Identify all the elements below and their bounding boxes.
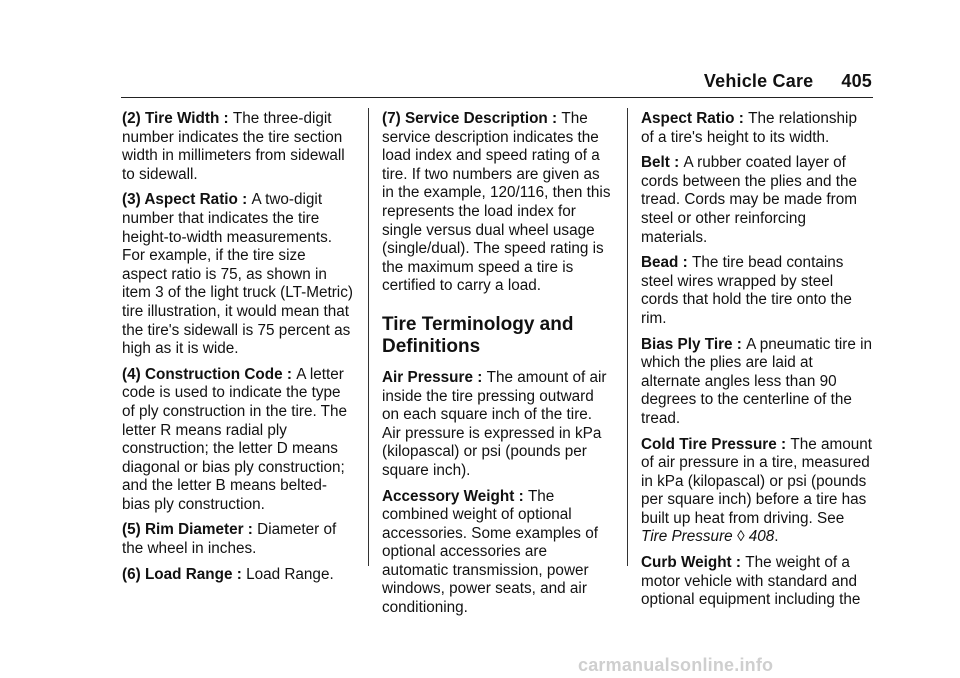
definition-entry: Aspect Ratio : The relationship of a tire's height to its width. bbox=[641, 110, 857, 146]
definition-text: The relationship of a tire's height to its width. bbox=[641, 110, 857, 146]
definition-term: Accessory Weight bbox=[382, 487, 515, 505]
watermark-logo: carmanualsonline.info bbox=[578, 655, 774, 675]
definition-term: Curb Weight bbox=[641, 554, 732, 572]
definition-entry: Air Pressure : The amount of air inside the tire pressing outward on each square inch of the tire. Air pressure is expressed in kPa (kilopascal) or psi (pounds per square inch). bbox=[382, 368, 607, 479]
definition-text: The weight of a motor vehicle with standard and optional equipment including the bbox=[641, 554, 861, 609]
definition-entry: Accessory Weight : The combined weight of optional accessories. Some examples of optional accessories are automatic transmission, power windows, power seats, and air conditioning. bbox=[382, 487, 598, 617]
definition-text: Load Range. bbox=[246, 565, 334, 583]
page-reference-icon: ◊ bbox=[736, 528, 745, 546]
section-heading: Tire Terminology and Definitions bbox=[382, 313, 574, 357]
definition-entry: Belt : A rubber coated layer of cords between the plies and the tread. Cords may be made from steel or other reinforcing materials. bbox=[641, 154, 858, 246]
definition-text: The combined weight of optional accessories. Some examples of optional accessories are automatic transmission, power windows, power seats, and air conditioning. bbox=[382, 487, 598, 617]
definition-term: (2) Tire Width bbox=[122, 110, 220, 127]
column-1 bbox=[122, 110, 354, 591]
cross-reference-link[interactable] bbox=[641, 528, 774, 545]
page-number: 405 bbox=[841, 71, 872, 91]
definition-text: A pneumatic tire in which the plies are laid at alternate angles less than 90 degrees to the centerline of the tread. bbox=[641, 335, 873, 427]
definition-entry: (3) Aspect Ratio : A two-digit number that indicates the tire height-to-width measurements. For example, if the tire size aspect ratio is 75, as shown in item 3 of the light truck (LT-Metric) tire illustration, it would mean that the tire's sidewall is 75 percent as high as it is wide. bbox=[122, 191, 353, 358]
definition-text: Diameter of the wheel in inches. bbox=[122, 521, 337, 558]
definition-term: (6) Load Range bbox=[122, 565, 233, 583]
cross-reference-end: . bbox=[774, 528, 779, 546]
definition-entry: Cold Tire Pressure : The amount of air pressure in a tire, measured in kPa (kilopascal) or psi (pounds per square inch) before a tire has built up heat from driving. See Tire Pressure ◊ 408. bbox=[641, 435, 872, 546]
definition-term: (7) Service Description bbox=[382, 110, 548, 127]
definition-entry: (6) Load Range : Load Range. bbox=[122, 565, 334, 583]
definition-text: The amount of air pressure in a tire, measured in kPa (kilopascal) or psi (pounds per square inch) before a tire has built up heat from driving. See bbox=[641, 435, 872, 527]
definition-text: The tire bead contains steel wires wrapped by steel cords that hold the tire onto the rim. bbox=[641, 254, 852, 327]
definition-term: Bead bbox=[641, 254, 679, 272]
cross-reference-title: Tire Pressure bbox=[641, 528, 733, 546]
definition-term: (5) Rim Diameter bbox=[122, 521, 244, 539]
column-2 bbox=[382, 110, 614, 625]
definition-text: A letter code is used to indicate the type of ply construction in the tire. The letter R means radial ply construction; the letter D means diagonal or bias ply construction; and the letter B means belted-bias ply construction. bbox=[122, 365, 348, 513]
definition-entry: Curb Weight : The weight of a motor vehicle with standard and optional equipment including the bbox=[641, 554, 861, 609]
definition-entry: Bias Ply Tire : A pneumatic tire in which the plies are laid at alternate angles less than 90 degrees to the centerline of the tread. bbox=[641, 335, 873, 427]
definition-text: A two-digit number that indicates the tire height-to-width measurements. For example, if the tire size aspect ratio is 75, as shown in item 3 of the light truck (LT-Metric) tire illustration, it would mean that the tire's sidewall is 75 percent as high as it is wide. bbox=[122, 191, 353, 358]
definition-term: Air Pressure bbox=[382, 368, 473, 386]
definition-text: The amount of air inside the tire pressing outward on each square inch of the tire. Air pressure is expressed in kPa (kilopascal) or psi (pounds per square inch). bbox=[382, 368, 607, 479]
definition-term: (4) Construction Code bbox=[122, 365, 283, 383]
definition-entry: (2) Tire Width : The three-digit number indicates the tire section width in millimeters from sidewall to sidewall. bbox=[122, 110, 345, 183]
definition-entry: Bead : The tire bead contains steel wires wrapped by steel cords that hold the tire onto the rim. bbox=[641, 254, 852, 327]
definition-term: Aspect Ratio bbox=[641, 110, 735, 127]
header-section-title: Vehicle Care bbox=[703, 71, 814, 91]
definition-entry: (5) Rim Diameter : Diameter of the wheel in inches. bbox=[122, 521, 337, 558]
definition-text: The service description indicates the load index and speed rating of a tire. If two numbers are given as in the example, 120/116, then this represents the load index for single versus dual wheel usage (single/dual). The speed rating is the maximum speed a tire is certified to carry a load. bbox=[382, 110, 611, 295]
page-header bbox=[704, 71, 872, 92]
column-divider bbox=[368, 108, 369, 566]
definition-entry: (7) Service Description : The service description indicates the load index and speed rating of a tire. If two numbers are given as in the example, 120/116, then this represents the load index for single versus dual wheel usage (single/dual). The speed rating is the maximum speed a tire is certified to carry a load. bbox=[382, 110, 611, 295]
cross-reference-page: 408 bbox=[748, 528, 775, 546]
definition-term: Bias Ply Tire bbox=[641, 335, 733, 353]
definition-term: Belt bbox=[641, 154, 670, 172]
definition-entry: (4) Construction Code : A letter code is used to indicate the type of ply construction in the tire. The letter R means radial ply construction; the letter D means diagonal or bias ply construction; and the letter B means belted-bias ply construction. bbox=[122, 365, 348, 513]
definition-text: The three-digit number indicates the tire section width in millimeters from sidewall to sidewall. bbox=[122, 110, 345, 183]
definition-term: (3) Aspect Ratio bbox=[122, 191, 238, 209]
header-rule bbox=[121, 97, 873, 98]
definition-text: A rubber coated layer of cords between the plies and the tread. Cords may be made from steel or other reinforcing materials. bbox=[641, 154, 858, 246]
column-3 bbox=[641, 110, 873, 617]
column-divider bbox=[627, 108, 628, 566]
definition-term: Cold Tire Pressure bbox=[641, 435, 777, 453]
